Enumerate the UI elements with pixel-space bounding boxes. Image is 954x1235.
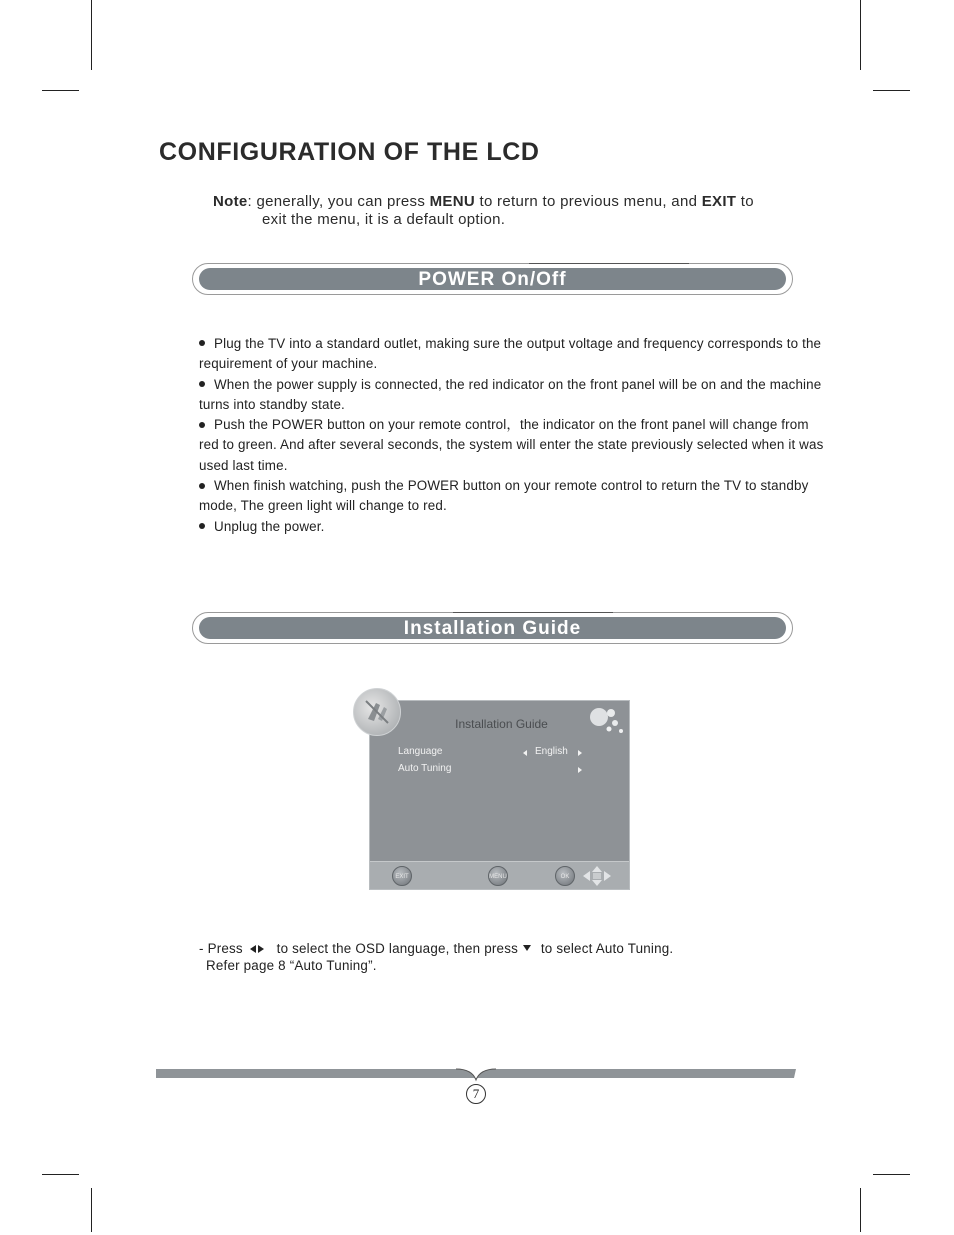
osd-menu-button[interactable]: MENU bbox=[488, 866, 508, 886]
right-arrow-icon[interactable] bbox=[578, 767, 582, 773]
exit-key: EXIT bbox=[701, 193, 737, 210]
osd-row-label: Auto Tuning bbox=[398, 763, 452, 774]
instruction-reference: Refer page 8 “Auto Tuning”. bbox=[206, 958, 377, 973]
section-banner-installation bbox=[192, 612, 793, 644]
left-arrow-icon[interactable] bbox=[523, 750, 527, 756]
crop-mark bbox=[91, 1188, 92, 1232]
note-text: to return to previous menu, and bbox=[475, 193, 702, 210]
footer-divider bbox=[156, 1066, 796, 1082]
bullet-dot-icon bbox=[199, 422, 205, 428]
section-heading: POWER On/Off bbox=[418, 269, 567, 290]
bullet-dot-icon bbox=[199, 483, 205, 489]
osd-exit-button[interactable]: EXIT bbox=[392, 866, 412, 886]
down-arrow-icon bbox=[523, 945, 531, 951]
note-text-line-2: exit the menu, it is a default option. bbox=[262, 211, 506, 228]
page-title: CONFIGURATION OF THE LCD bbox=[159, 138, 540, 166]
section-banner-power bbox=[192, 263, 793, 295]
crop-mark bbox=[91, 0, 92, 70]
crop-mark bbox=[42, 90, 79, 91]
navigation-pad-icon bbox=[579, 865, 615, 887]
bullet-dot-icon bbox=[199, 340, 205, 346]
menu-key: MENU bbox=[429, 193, 476, 210]
note-text: : generally, you can press bbox=[247, 193, 430, 210]
language-instruction: - Press to select the OSD language, then press to select Auto Tuning. Refer page 8 “Auto Tuning”. bbox=[199, 940, 819, 974]
list-item: When the power supply is connected, the red indicator on the front panel will be on and the machine turns into standby state. bbox=[199, 376, 822, 412]
osd-row-language[interactable] bbox=[398, 746, 598, 762]
crop-mark bbox=[873, 1174, 910, 1175]
note-label: Note bbox=[213, 193, 248, 210]
osd-ok-button[interactable]: OK bbox=[555, 866, 575, 886]
crop-mark bbox=[860, 1188, 861, 1232]
left-right-arrows-icon bbox=[247, 941, 273, 956]
bullet-dot-icon bbox=[199, 381, 205, 387]
bullet-dot-icon bbox=[199, 523, 205, 529]
note-paragraph bbox=[213, 193, 833, 229]
note-text: to bbox=[736, 193, 754, 210]
list-item: Plug the TV into a standard outlet, making sure the output voltage and frequency corresponds to the requirement of your machine. bbox=[199, 336, 822, 372]
right-arrow-icon[interactable] bbox=[578, 750, 582, 756]
list-item: When finish watching, push the POWER button on your remote control to return the TV to standby mode, The green light will change to red. bbox=[199, 478, 809, 514]
page-number: 7 bbox=[466, 1084, 486, 1104]
osd-menu-screenshot bbox=[369, 700, 630, 890]
osd-row-auto-tuning[interactable] bbox=[398, 763, 598, 779]
list-item: Push the POWER button on your remote control，the indicator on the front panel will change from red to green. And after several seconds, the system will enter the state previously selected when it was used last time. bbox=[199, 417, 824, 473]
crop-mark bbox=[873, 90, 910, 91]
osd-row-value: English bbox=[535, 746, 568, 757]
list-item: Unplug the power. bbox=[199, 517, 824, 537]
crop-mark bbox=[42, 1174, 79, 1175]
section-heading: Installation Guide bbox=[403, 618, 582, 639]
osd-title: Installation Guide bbox=[455, 717, 548, 731]
osd-decoration-icon bbox=[585, 705, 627, 741]
power-instructions-list bbox=[199, 334, 824, 537]
osd-button-bar bbox=[370, 861, 629, 889]
osd-row-label: Language bbox=[398, 746, 443, 757]
crop-mark bbox=[860, 0, 861, 70]
